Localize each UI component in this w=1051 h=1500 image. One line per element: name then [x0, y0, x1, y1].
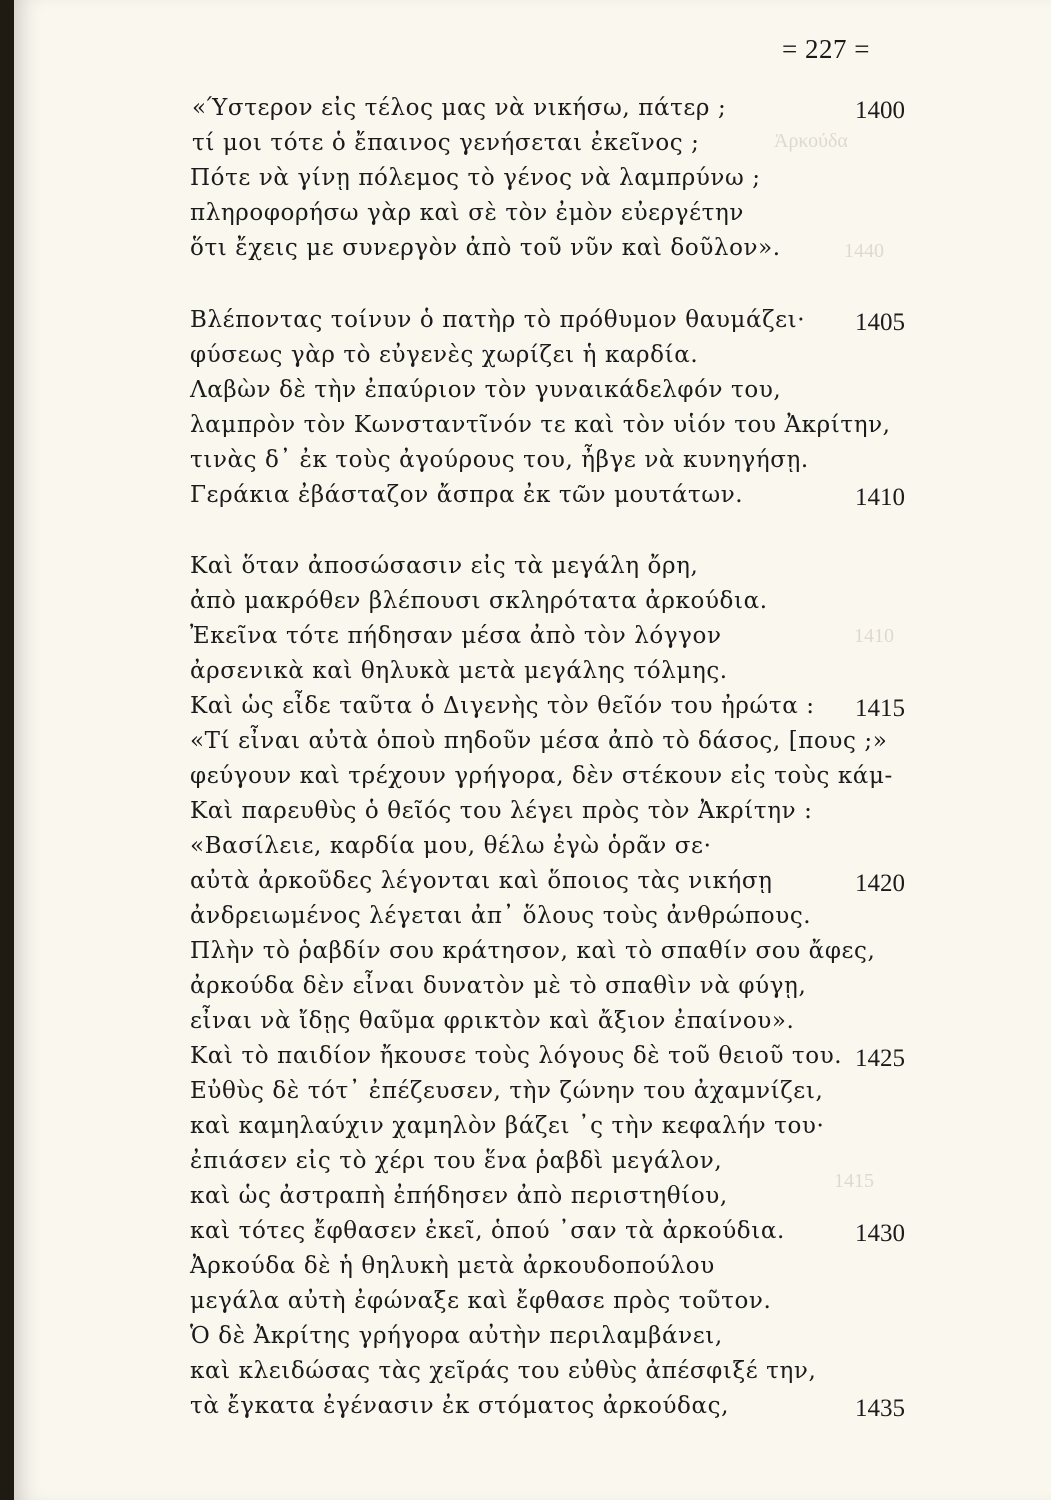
line-number: 1410	[855, 484, 905, 511]
bleed-through-text: 1410	[854, 625, 894, 647]
verse-line: Πλὴν τὸ ῥαβδίν σου κράτησον, καὶ τὸ σπαθίν σου ἄφες,	[190, 938, 876, 964]
verse-line: αὐτὰ ἀρκοῦδες λέγονται καὶ ὅποιος τὰς νικήσῃ	[190, 868, 773, 894]
line-number: 1400	[855, 97, 905, 124]
bleed-through-text: 1415	[834, 1170, 874, 1192]
verse-line: καὶ κλειδώσας τὰς χεῖράς του εὐθὺς ἀπέσφιξέ την,	[190, 1358, 817, 1384]
line-number: 1415	[855, 695, 905, 722]
verse-line: καὶ τότες ἔφθασεν ἐκεῖ, ὁπού ᾿σαν τὰ ἀρκούδια.	[190, 1218, 785, 1244]
verse-line: ἀνδρειωμένος λέγεται ἀπ᾿ ὅλους τοὺς ἀνθρώπους.	[190, 903, 812, 929]
verse-line: τινὰς δ᾿ ἐκ τοὺς ἀγούρους του, ἦβγε νὰ κυνηγήσῃ.	[190, 447, 809, 473]
verse-line: πληροφορήσω γὰρ καὶ σὲ τὸν ἐμὸν εὐεργέτην	[190, 200, 744, 226]
book-page	[14, 0, 1051, 1500]
line-number: 1430	[855, 1220, 905, 1247]
verse-line: Γεράκια ἐβάσταζον ἄσπρα ἐκ τῶν μουτάτων.	[190, 482, 744, 508]
line-number: 1435	[855, 1395, 905, 1422]
verse-line: καὶ καμηλαύχιν χαμηλὸν βάζει ᾿ς τὴν κεφαλήν του·	[190, 1113, 825, 1139]
verse-line: Καὶ ὡς εἶδε ταῦτα ὁ Διγενὴς τὸν θεῖόν του ἠρώτα :	[190, 693, 815, 719]
verse-line: ὅτι ἔχεις με συνεργὸν ἀπὸ τοῦ νῦν καὶ δοῦλον».	[190, 235, 781, 261]
verse-line: Βλέποντας τοίνυν ὁ πατὴρ τὸ πρόθυμον θαυμάζει·	[190, 307, 806, 333]
line-number: 1425	[855, 1045, 905, 1072]
verse-line: ἀρκούδα δὲν εἶναι δυνατὸν μὲ τὸ σπαθὶν νὰ φύγῃ,	[190, 973, 807, 999]
bleed-through-text: 1440	[844, 240, 884, 262]
verse-line: ἀπὸ μακρόθεν βλέπουσι σκληρότατα ἀρκούδια.	[190, 588, 768, 614]
verse-line: εἶναι νὰ ἴδῃς θαῦμα φρικτὸν καὶ ἄξιον ἐπαίνου».	[190, 1008, 795, 1034]
verse-line: Καὶ ὅταν ἀποσώσασιν εἰς τὰ μεγάλη ὄρη,	[190, 553, 699, 579]
verse-line: Πότε νὰ γίνῃ πόλεμος τὸ γένος νὰ λαμπρύνω ;	[190, 165, 761, 191]
verse-line: καὶ ὡς ἀστραπὴ ἐπήδησεν ἀπὸ περιστηθίου,	[190, 1183, 728, 1209]
verse-line: «Τί εἶναι αὐτὰ ὁποὺ πηδοῦν μέσα ἀπὸ τὸ δάσος, [πους ;»	[190, 728, 888, 754]
verse-line: λαμπρὸν τὸν Κωνσταντῖνόν τε καὶ τὸν υἱόν του Ἀκρίτην,	[190, 412, 891, 438]
line-number: 1405	[855, 309, 905, 336]
verse-line: τί μοι τότε ὁ ἔπαινος γενήσεται ἐκεῖνος ;	[192, 130, 700, 156]
verse-line: Ἐκεῖνα τότε πήδησαν μέσα ἀπὸ τὸν λόγγον	[190, 623, 722, 649]
verse-line: «Ύστερον εἰς τέλος μας νὰ νικήσω, πάτερ ;	[192, 95, 727, 121]
bleed-through-text: Ἀρκούδα	[774, 130, 848, 152]
verse-line: τὰ ἔγκατα ἐγένασιν ἐκ στόματος ἀρκούδας,	[190, 1393, 730, 1419]
verse-line: φύσεως γὰρ τὸ εὐγενὲς χωρίζει ἡ καρδία.	[190, 342, 699, 368]
verse-line: Ἀρκούδα δὲ ἡ θηλυκὴ μετὰ ἀρκουδοπούλου	[190, 1253, 715, 1279]
verse-line: Ὁ δὲ Ἀκρίτης γρήγορα αὐτὴν περιλαμβάνει,	[190, 1323, 723, 1349]
verse-line: ἀρσενικὰ καὶ θηλυκὰ μετὰ μεγάλης τόλμης.	[190, 658, 728, 684]
verse-line: ἐπιάσεν εἰς τὸ χέρι του ἕνα ῥαβδὶ μεγάλον,	[190, 1148, 723, 1174]
verse-line: Καὶ τὸ παιδίον ἤκουσε τοὺς λόγους δὲ τοῦ θειοῦ του.	[190, 1043, 843, 1069]
verse-line: Λαβὼν δὲ τὴν ἐπαύριον τὸν γυναικάδελφόν του,	[190, 377, 782, 403]
verse-line: «Βασίλειε, καρδία μου, θέλω ἐγὼ ὁρᾶν σε·	[190, 833, 712, 859]
page-number: = 227 =	[782, 34, 870, 64]
verse-line: μεγάλα αὐτὴ ἐφώναξε καὶ ἔφθασε πρὸς τοῦτον.	[190, 1288, 772, 1314]
verse-line: Καὶ παρευθὺς ὁ θεῖός του λέγει πρὸς τὸν Ἀκρίτην :	[190, 798, 813, 824]
verse-line: Εὐθὺς δὲ τότ᾿ ἐπέζευσεν, τὴν ζώνην του ἀχαμνίζει,	[190, 1078, 824, 1104]
verse-line: φεύγουν καὶ τρέχουν γρήγορα, δὲν στέκουν εἰς τοὺς κάμ-	[190, 763, 893, 789]
line-number: 1420	[855, 870, 905, 897]
